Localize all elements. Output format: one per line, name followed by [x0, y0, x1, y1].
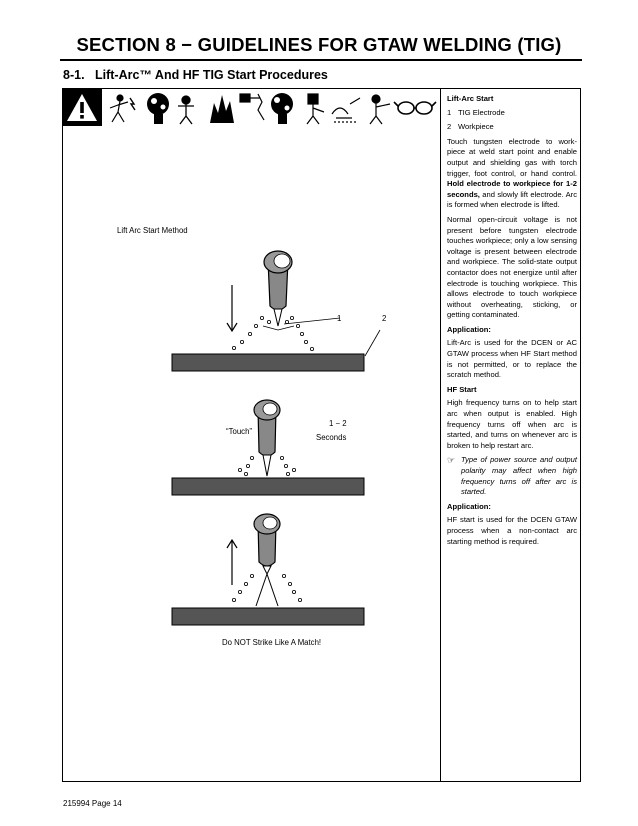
fire-sparks-icon	[210, 95, 234, 123]
note	[447, 455, 577, 497]
electrode-torch-2	[254, 400, 280, 476]
welder-icon	[307, 94, 324, 124]
welder-icon	[370, 95, 390, 124]
shielding-gas-dots	[232, 574, 301, 601]
warning-caption: Do NOT Strike Like A Match!	[222, 638, 322, 647]
legend-text: Workpiece	[458, 122, 494, 132]
subsection-title: Lift-Arc™ And HF TIG Start Procedures	[94, 68, 328, 82]
method-label: Lift Arc Start Method	[117, 226, 188, 235]
up-arrow-icon	[227, 540, 237, 585]
application-text-2: HF start is used for the DCEN GTAW process when a non-contact arc starting method is required.	[447, 515, 577, 546]
instructions-column	[447, 94, 577, 551]
legend-item	[447, 108, 577, 119]
legend-text: TIG Electrode	[458, 107, 505, 117]
frame-divider	[440, 88, 441, 782]
workpiece-1	[172, 354, 364, 371]
legend-item	[447, 122, 577, 133]
hands-icon	[332, 98, 360, 122]
lift-arc-diagram	[62, 230, 440, 650]
instruction-bold: Hold electrode to workpiece for 1-2 seconds,	[447, 179, 577, 199]
touch-label: “Touch”	[226, 427, 252, 436]
shielding-gas-dots	[232, 316, 313, 350]
electric-shock-icon	[110, 95, 135, 122]
time-value: 1 − 2	[329, 419, 347, 428]
safety-icon-strip	[62, 88, 440, 126]
arc-lines	[256, 574, 278, 606]
subsection-heading	[63, 68, 328, 82]
application-heading-2: Application:	[447, 501, 491, 511]
hf-start-heading: HF Start	[447, 384, 477, 394]
fumes-icon	[271, 93, 293, 124]
fumes-icon	[178, 96, 194, 124]
hf-start-text: High frequency turns on to help start arc when output is enabled. High frequency turns off when arc is started, and turns on whenever arc is broken to help restart arc.	[447, 398, 577, 450]
workpiece-3	[172, 608, 364, 625]
lift-arc-heading: Lift-Arc Start	[447, 94, 494, 103]
callout-1: 1	[337, 314, 342, 323]
leader-line-2	[365, 330, 380, 356]
page-footer: 215994 Page 14	[63, 799, 122, 808]
legend-number: 1	[447, 107, 452, 117]
lift-arc-instructions	[447, 137, 577, 211]
workpiece-2	[172, 478, 364, 495]
safety-glasses-icon	[394, 102, 436, 114]
title-rule	[60, 59, 582, 61]
legend-number: 2	[447, 122, 452, 132]
instruction-text: and slowly lift electrode. Arc is formed when electrode is lifted.	[447, 189, 577, 210]
time-unit: Seconds	[316, 433, 347, 442]
subsection-number: 8-1.	[63, 68, 85, 82]
down-arrow-icon	[227, 285, 237, 331]
electrode-torch-1	[264, 251, 292, 326]
pointing-hand-icon: ☞	[447, 455, 456, 466]
electric-shock-icon	[240, 94, 264, 120]
section-title: SECTION 8 − GUIDELINES FOR GTAW WELDING (TIG)	[76, 34, 562, 55]
fumes-icon	[147, 93, 169, 124]
application-text: Lift-Arc is used for the DCEN or AC GTAW process when HF Start method is not permitted, or to replace the scratch method.	[447, 338, 577, 380]
callout-2: 2	[382, 314, 387, 323]
electrode-torch-3	[254, 514, 280, 574]
instruction-text: Touch tungsten electrode to work-piece at weld start point and enable output and shielding gas with torch trigger, foot control, or hand control.	[447, 136, 577, 178]
note-text: Type of power source and output polarity may affect when high frequency turns off after arc is started.	[461, 455, 577, 497]
application-heading: Application:	[447, 324, 491, 334]
ocv-paragraph: Normal open-circuit voltage is not present before tungsten electrode touches workpiece; only a low sensing voltage is present between electrode and workpiece. The solid-state output contactor does not energize until after electrode is touching workpiece. This allows electrode to touch workpiece without overheating, sticking, or getting contaminated.	[447, 214, 577, 320]
